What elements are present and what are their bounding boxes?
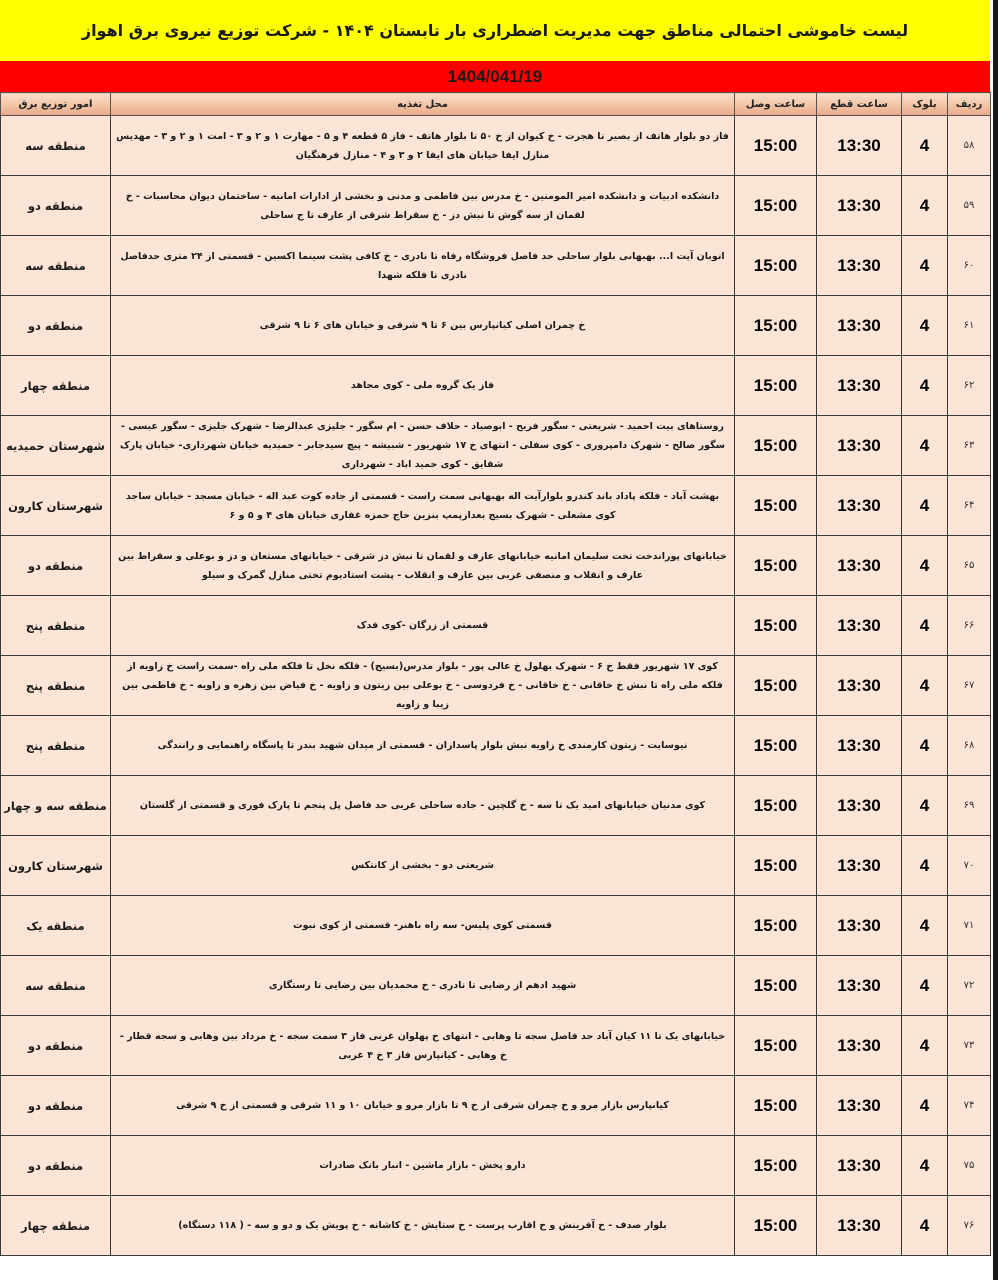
cut-time-cell: 13:30 (817, 956, 902, 1016)
connect-time-cell: 15:00 (735, 1076, 817, 1136)
connect-time-cell: 15:00 (735, 1016, 817, 1076)
row-number-cell: ۷۲ (948, 956, 991, 1016)
block-cell: 4 (902, 1196, 948, 1256)
table-row (1, 1136, 991, 1196)
table-body (1, 116, 991, 1256)
connect-time-cell: 15:00 (735, 896, 817, 956)
table-row (1, 776, 991, 836)
block-cell: 4 (902, 536, 948, 596)
region-cell: شهرستان حمیدیه (1, 416, 111, 476)
location-cell: بلوار صدف - خ آفرینش و خ اقارب پرست - خ ستایش - خ کاشانه - خ پویش یک و دو و سه - ( ۱۱۸ دستگاه) (111, 1196, 735, 1256)
row-number-cell: ۷۳ (948, 1016, 991, 1076)
block-cell: 4 (902, 776, 948, 836)
region-cell: منطقه سه (1, 116, 111, 176)
table-row (1, 416, 991, 476)
location-cell: بهشت آباد - فلکه پاداد باند کندرو بلوارآیت اله بهبهانی سمت راست - قسمتی از جاده کوت عبد اله - خیابان مسجد - خیابان ساجد کوی مشعلی - شهرک بسیج بعدازپمپ بنزین حاج حمزه غفاری خیابان های ۴ و ۵ و ۶ (111, 476, 735, 536)
table-header-row (1, 93, 991, 116)
cut-time-cell: 13:30 (817, 416, 902, 476)
location-cell: خیابانهای یک تا ۱۱ کیان آباد حد فاصل سجه تا وهابی - انتهای خ پهلوان غربی فاز ۳ سمت سجه - خ مرداد بین وهابی و سجه قطار - خ وهابی - کیانپارس فاز ۳ خ ۴ غربی (111, 1016, 735, 1076)
connect-time-cell: 15:00 (735, 716, 817, 776)
row-number-cell: ۷۴ (948, 1076, 991, 1136)
row-number-cell: ۷۶ (948, 1196, 991, 1256)
location-cell: دانشکده ادبیات و دانشکده امیر المومنین - خ مدرس بین فاطمی و مدنی و بخشی از ادارات امانیه - ساختمان دیوان محاسبات - خ لقمان از سه گوش تا نبش دز - خ سقراط شرقی از عارف تا ج ساحلی (111, 176, 735, 236)
row-number-cell: ۶۷ (948, 656, 991, 716)
date-banner: 1404/041/19 (0, 61, 990, 92)
location-cell: نیوسایت - زیتون کارمندی خ زاویه نبش بلوار پاسداران - قسمتی از میدان شهید بندر تا پاسگاه راهنمایی و رانندگی (111, 716, 735, 776)
row-number-cell: ۶۵ (948, 536, 991, 596)
block-cell: 4 (902, 896, 948, 956)
block-cell: 4 (902, 956, 948, 1016)
outage-table (0, 92, 991, 1256)
connect-time-cell: 15:00 (735, 536, 817, 596)
connect-time-cell: 15:00 (735, 836, 817, 896)
block-cell: 4 (902, 716, 948, 776)
row-number-cell: ۶۱ (948, 296, 991, 356)
table-row (1, 956, 991, 1016)
table-row (1, 596, 991, 656)
connect-time-cell: 15:00 (735, 416, 817, 476)
connect-time-cell: 15:00 (735, 1136, 817, 1196)
location-cell: قسمتی کوی پلیس- سه راه باهنر- قسمتی از کوی نبوت (111, 896, 735, 956)
column-header-connect-time: ساعت وصل (735, 93, 817, 116)
block-cell: 4 (902, 236, 948, 296)
row-number-cell: ۶۴ (948, 476, 991, 536)
region-cell: منطقه سه و چهار (1, 776, 111, 836)
connect-time-cell: 15:00 (735, 596, 817, 656)
region-cell: منطقه دو (1, 176, 111, 236)
column-header-cut-time: ساعت قطع (817, 93, 902, 116)
location-cell: فاز یک گروه ملی - کوی مجاهد (111, 356, 735, 416)
table-row (1, 896, 991, 956)
block-cell: 4 (902, 116, 948, 176)
location-cell: کوی مدنیان خیابانهای امید یک تا سه - خ گلچین - جاده ساحلی غربی حد فاصل پل پنجم تا پارک فوری و قسمتی از گلستان (111, 776, 735, 836)
location-cell: فاز دو بلوار هاتف از بصیر تا هجرت - خ کیوان از خ ۵۰ تا بلوار هاتف - فاز ۵ قطعه ۴ و ۵ - مهارت ۱ و ۲ و ۳ - امت ۱ و ۲ و ۳ - مهدیس منازل ایفا خیابان های ایفا ۲ و ۳ و ۴ - منازل فرهنگیان (111, 116, 735, 176)
connect-time-cell: 15:00 (735, 356, 817, 416)
cut-time-cell: 13:30 (817, 596, 902, 656)
row-number-cell: ۵۹ (948, 176, 991, 236)
cut-time-cell: 13:30 (817, 536, 902, 596)
block-cell: 4 (902, 1016, 948, 1076)
region-cell: منطقه یک (1, 896, 111, 956)
table-row (1, 656, 991, 716)
location-cell: خیابانهای پوراندخت تخت سلیمان امانیه خیابانهای عارف و لقمان تا نبش دز شرقی - خیابانهای مستعان و دز و بوعلی و سقراط بین عارف و انقلاب و منصفی غربی بین عارف و انقلاب - پشت استادیوم تختی منازل گمرک و سیلو (111, 536, 735, 596)
block-cell: 4 (902, 356, 948, 416)
row-number-cell: ۶۶ (948, 596, 991, 656)
region-cell: منطقه چهار (1, 1196, 111, 1256)
region-cell: منطقه پنج (1, 656, 111, 716)
cut-time-cell: 13:30 (817, 1136, 902, 1196)
location-cell: خ چمران اصلی کیانپارس بین ۶ تا ۹ شرقی و خیابان های ۶ تا ۹ شرقی (111, 296, 735, 356)
table-row (1, 536, 991, 596)
table-row (1, 716, 991, 776)
table-row (1, 176, 991, 236)
cut-time-cell: 13:30 (817, 836, 902, 896)
table-row (1, 356, 991, 416)
cut-time-cell: 13:30 (817, 1196, 902, 1256)
block-cell: 4 (902, 656, 948, 716)
region-cell: منطقه سه (1, 956, 111, 1016)
cut-time-cell: 13:30 (817, 1076, 902, 1136)
table-row (1, 116, 991, 176)
region-cell: شهرستان کارون (1, 836, 111, 896)
location-cell: اتوبان آیت ا... بهبهانی بلوار ساحلی حد فاصل فروشگاه رفاه تا نادری - خ کافی پشت سینما اکسین - قسمتی از ۲۴ متری حدفاصل نادری تا فلکه شهدا (111, 236, 735, 296)
column-header-region: امور توزیع برق (1, 93, 111, 116)
page-edge-border (993, 0, 998, 1280)
connect-time-cell: 15:00 (735, 116, 817, 176)
table-row (1, 476, 991, 536)
cut-time-cell: 13:30 (817, 116, 902, 176)
row-number-cell: ۶۸ (948, 716, 991, 776)
row-number-cell: ۶۲ (948, 356, 991, 416)
page-title: لیست خاموشی احتمالی مناطق جهت مدیریت اضطراری بار تابستان ۱۴۰۴ - شرکت توزیع نیروی برق اهواز (0, 0, 990, 61)
cut-time-cell: 13:30 (817, 896, 902, 956)
block-cell: 4 (902, 476, 948, 536)
block-cell: 4 (902, 1076, 948, 1136)
block-cell: 4 (902, 1136, 948, 1196)
column-header-row-number: ردیف (948, 93, 991, 116)
block-cell: 4 (902, 596, 948, 656)
region-cell: منطقه دو (1, 536, 111, 596)
location-cell: کوی ۱۷ شهریور فقط خ ۶ - شهرک بهلول خ عالی پور - بلوار مدرس(بسیج) - فلکه نخل تا فلکه ملی راه -سمت راست خ زاویه از فلکه ملی راه تا نبش خ خاقانی - خ خاقانی - خ فردوسی - خ بوعلی بین زیتون و زاویه - خ فیاض بین زهره و زاویه - خ فاطمی بین زیبا و زاویه (111, 656, 735, 716)
table-row (1, 1196, 991, 1256)
block-cell: 4 (902, 176, 948, 236)
cut-time-cell: 13:30 (817, 176, 902, 236)
cut-time-cell: 13:30 (817, 356, 902, 416)
block-cell: 4 (902, 836, 948, 896)
table-row (1, 836, 991, 896)
region-cell: منطقه دو (1, 1016, 111, 1076)
connect-time-cell: 15:00 (735, 296, 817, 356)
connect-time-cell: 15:00 (735, 656, 817, 716)
connect-time-cell: 15:00 (735, 176, 817, 236)
connect-time-cell: 15:00 (735, 236, 817, 296)
location-cell: دارو پخش - بازار ماشین - انبار بانک صادرات (111, 1136, 735, 1196)
cut-time-cell: 13:30 (817, 776, 902, 836)
row-number-cell: ۶۰ (948, 236, 991, 296)
column-header-block: بلوک (902, 93, 948, 116)
cut-time-cell: 13:30 (817, 296, 902, 356)
cut-time-cell: 13:30 (817, 236, 902, 296)
cut-time-cell: 13:30 (817, 1016, 902, 1076)
region-cell: منطقه سه (1, 236, 111, 296)
connect-time-cell: 15:00 (735, 776, 817, 836)
row-number-cell: ۶۳ (948, 416, 991, 476)
region-cell: شهرستان کارون (1, 476, 111, 536)
row-number-cell: ۵۸ (948, 116, 991, 176)
region-cell: منطقه پنج (1, 716, 111, 776)
cut-time-cell: 13:30 (817, 656, 902, 716)
connect-time-cell: 15:00 (735, 1196, 817, 1256)
table-row (1, 1076, 991, 1136)
location-cell: شهید ادهم از رضایی تا نادری - خ محمدیان بین رضایی تا رستگاری (111, 956, 735, 1016)
table-row (1, 1016, 991, 1076)
table-row (1, 236, 991, 296)
region-cell: منطقه دو (1, 1136, 111, 1196)
block-cell: 4 (902, 416, 948, 476)
location-cell: شریعتی دو - بخشی از کانتکس (111, 836, 735, 896)
column-header-location: محل تغذیه (111, 93, 735, 116)
region-cell: منطقه دو (1, 1076, 111, 1136)
location-cell: قسمتی از زرگان -کوی فدک (111, 596, 735, 656)
cut-time-cell: 13:30 (817, 716, 902, 776)
row-number-cell: ۷۵ (948, 1136, 991, 1196)
location-cell: کیانپارس بازار مرو و خ چمران شرقی از خ ۹ تا بازار مرو و خیابان ۱۰ و ۱۱ شرقی و قسمتی از خ ۹ شرقی (111, 1076, 735, 1136)
row-number-cell: ۷۰ (948, 836, 991, 896)
row-number-cell: ۷۱ (948, 896, 991, 956)
row-number-cell: ۶۹ (948, 776, 991, 836)
table-row (1, 296, 991, 356)
region-cell: منطقه دو (1, 296, 111, 356)
region-cell: منطقه پنج (1, 596, 111, 656)
region-cell: منطقه چهار (1, 356, 111, 416)
location-cell: روستاهای بیت احمید - شریعتی - سگور فریح - ابوصیاد - حلاف حسن - ام سگور - جلیزی عبدالرضا - شهرک جلیزی - سگور عیسی - سگور صالح - شهرک دامپروری - کوی سفلی - انتهای خ ۱۷ شهریور - شبیشه - پیچ سیدجابر - حمیدیه خیابان شهرداری- خیابان پارک شقایق - کوی حمید اباد - شهرداری (111, 416, 735, 476)
cut-time-cell: 13:30 (817, 476, 902, 536)
connect-time-cell: 15:00 (735, 956, 817, 1016)
connect-time-cell: 15:00 (735, 476, 817, 536)
block-cell: 4 (902, 296, 948, 356)
